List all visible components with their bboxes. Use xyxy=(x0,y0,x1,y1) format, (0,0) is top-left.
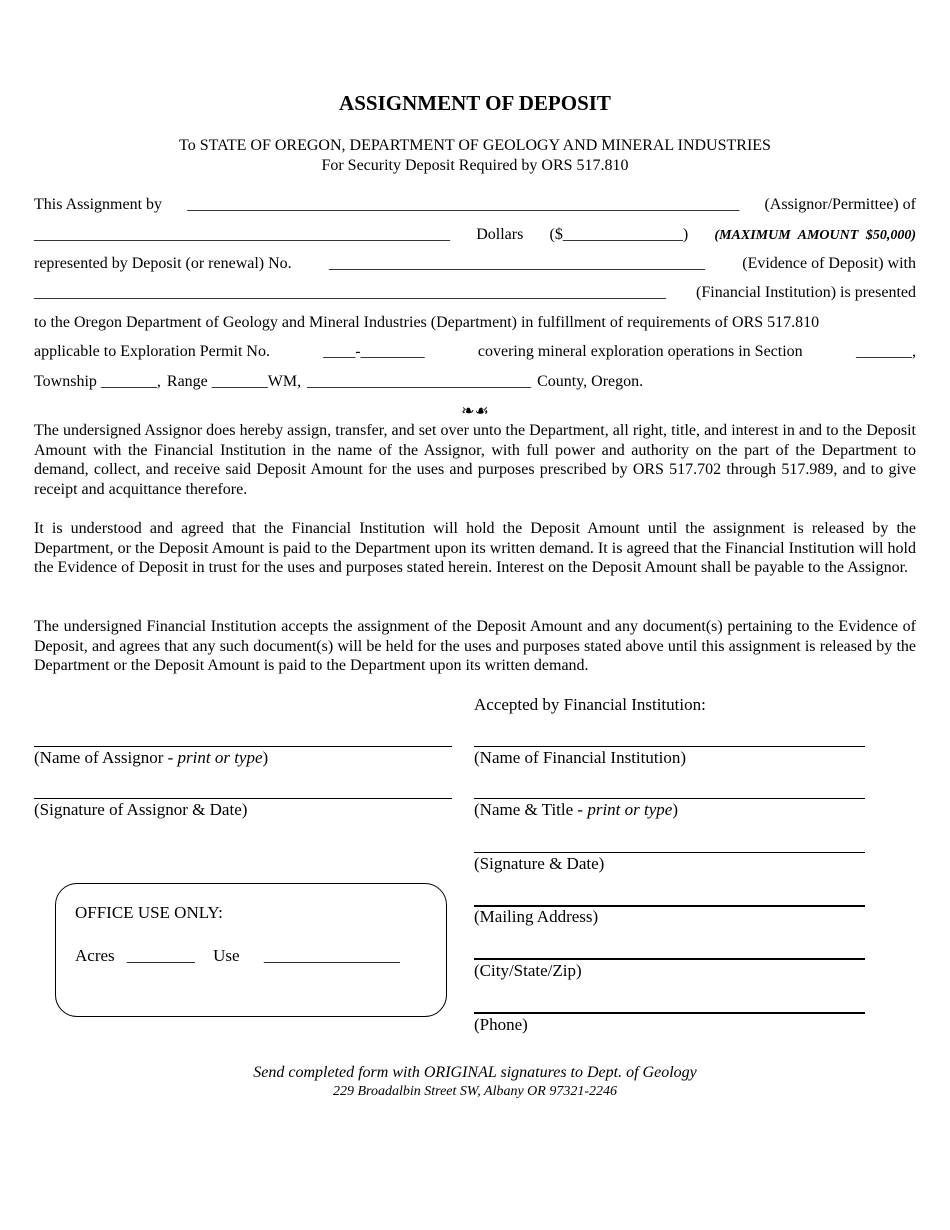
assignor-signature-label: (Signature of Assignor & Date) xyxy=(34,800,248,819)
assignment-line-2 xyxy=(34,226,916,244)
financial-institution-label: (Financial Institution) is presented xyxy=(696,284,916,301)
fi-name-label: (Name of Financial Institution) xyxy=(474,748,686,767)
county-label: County, Oregon. xyxy=(537,373,644,390)
maximum-amount-note: (MAXIMUM AMOUNT $50,000) xyxy=(714,228,916,243)
exploration-permit-label: applicable to Exploration Permit No. xyxy=(34,343,270,360)
assignment-line-7 xyxy=(34,373,916,391)
footer-instructions: Send completed form with ORIGINAL signatures to Dept. of Geology xyxy=(253,1064,697,1081)
office-use-fields xyxy=(75,946,400,966)
acres-blank[interactable]: ________ xyxy=(126,946,195,965)
county-blank[interactable]: ____________________________ xyxy=(307,373,532,390)
covering-operations-label: covering mineral exploration operations in Section xyxy=(477,343,803,360)
financial-institution-blank[interactable]: _______________________________________________________________________________ xyxy=(34,284,666,301)
dollars-words-blank[interactable]: ____________________________________________________ xyxy=(34,226,450,243)
assignment-line-5 xyxy=(34,314,916,332)
range-blank[interactable]: Range _______WM, xyxy=(166,373,302,390)
assignment-line-4 xyxy=(34,284,916,302)
paragraph-holding-terms: It is understood and agreed that the Financial Institution will hold the Deposit Amount until the assignment is released by the Department, or the Deposit Amount is paid to the Department upon its written demand. It is agreed that the Financial Institution will hold the Evidence of Deposit in trust for the uses and purposes stated herein. Interest on the Deposit Amount shall be payable to the Assignor. xyxy=(34,520,916,577)
footer-address: 229 Broadalbin Street SW, Albany OR 97321-2246 xyxy=(333,1084,617,1099)
department-fulfillment-text: to the Oregon Department of Geology and Mineral Industries (Department) in fulfillment of requirements of ORS 517.810 xyxy=(34,314,820,331)
fi-phone-label: (Phone) xyxy=(474,1015,528,1034)
form-subtitle-ors: For Security Deposit Required by ORS 517.810 xyxy=(321,157,629,174)
ornament-divider: ❧☙ xyxy=(461,403,489,420)
deposit-number-label: represented by Deposit (or renewal) No. xyxy=(34,255,292,272)
fi-signature-label: (Signature & Date) xyxy=(474,854,605,873)
fi-name-line[interactable] xyxy=(474,746,865,747)
dollar-amount-blank[interactable]: ($_______________) xyxy=(549,226,689,243)
permit-number-blank[interactable]: ____-________ xyxy=(323,343,425,360)
fi-title-label: (Name & Title - print or type) xyxy=(474,800,679,819)
paragraph-acceptance-terms: The undersigned Financial Institution accepts the assignment of the Deposit Amount and any document(s) pertaining to the Evidence of Deposit, and agrees that any such document(s) will be held for the uses and purposes stated above until this assignment is released by the Department or the Deposit Amount is paid to the Department upon its written demand. xyxy=(34,618,916,675)
evidence-of-deposit-label: (Evidence of Deposit) with xyxy=(742,255,916,272)
township-blank[interactable]: Township _______, xyxy=(34,373,161,390)
assignor-permittee-label: (Assignor/Permittee) of xyxy=(764,196,916,213)
dollars-label: Dollars xyxy=(476,226,524,243)
assignor-signature-line[interactable] xyxy=(34,798,452,799)
assignment-line-3 xyxy=(34,255,916,273)
fi-signature-line[interactable] xyxy=(474,852,865,853)
fi-mailing-label: (Mailing Address) xyxy=(474,907,599,926)
office-use-title: OFFICE USE ONLY: xyxy=(75,903,223,922)
assignor-name-line[interactable] xyxy=(34,746,452,747)
assignor-name-label: (Name of Assignor - print or type) xyxy=(34,748,269,767)
assignor-name-blank[interactable]: _____________________________________________________________________ xyxy=(187,196,740,213)
form-subtitle-agency: To STATE OF OREGON, DEPARTMENT OF GEOLOGY AND MINERAL INDUSTRIES xyxy=(179,137,771,154)
use-label: Use xyxy=(213,946,240,965)
paragraph-assignment-terms: The undersigned Assignor does hereby assign, transfer, and set over unto the Department, all right, title, and interest in and to the Deposit Amount with the Financial Institution in the name of the Assignor, with full power and authority on the part of the Department to demand, collect, and receive said Deposit Amount for the uses and purposes prescribed by ORS 517.702 through 517.989, and to give receipt and acquittance therefore. xyxy=(34,422,916,498)
fi-city-label: (City/State/Zip) xyxy=(474,961,582,980)
accepted-by-label: Accepted by Financial Institution: xyxy=(474,695,706,714)
use-blank[interactable]: ________________ xyxy=(263,946,400,965)
fi-city-line[interactable] xyxy=(474,958,865,960)
fi-phone-line[interactable] xyxy=(474,1012,865,1014)
assignment-line-6 xyxy=(34,343,916,361)
fi-title-line[interactable] xyxy=(474,798,865,799)
assignment-by-label: This Assignment by xyxy=(34,196,163,213)
deposit-number-blank[interactable]: _______________________________________________ xyxy=(328,255,705,272)
section-blank[interactable]: _______, xyxy=(855,343,916,360)
form-title: ASSIGNMENT OF DEPOSIT xyxy=(339,91,611,115)
acres-label: Acres xyxy=(75,946,115,965)
assignment-line-1 xyxy=(34,196,916,214)
